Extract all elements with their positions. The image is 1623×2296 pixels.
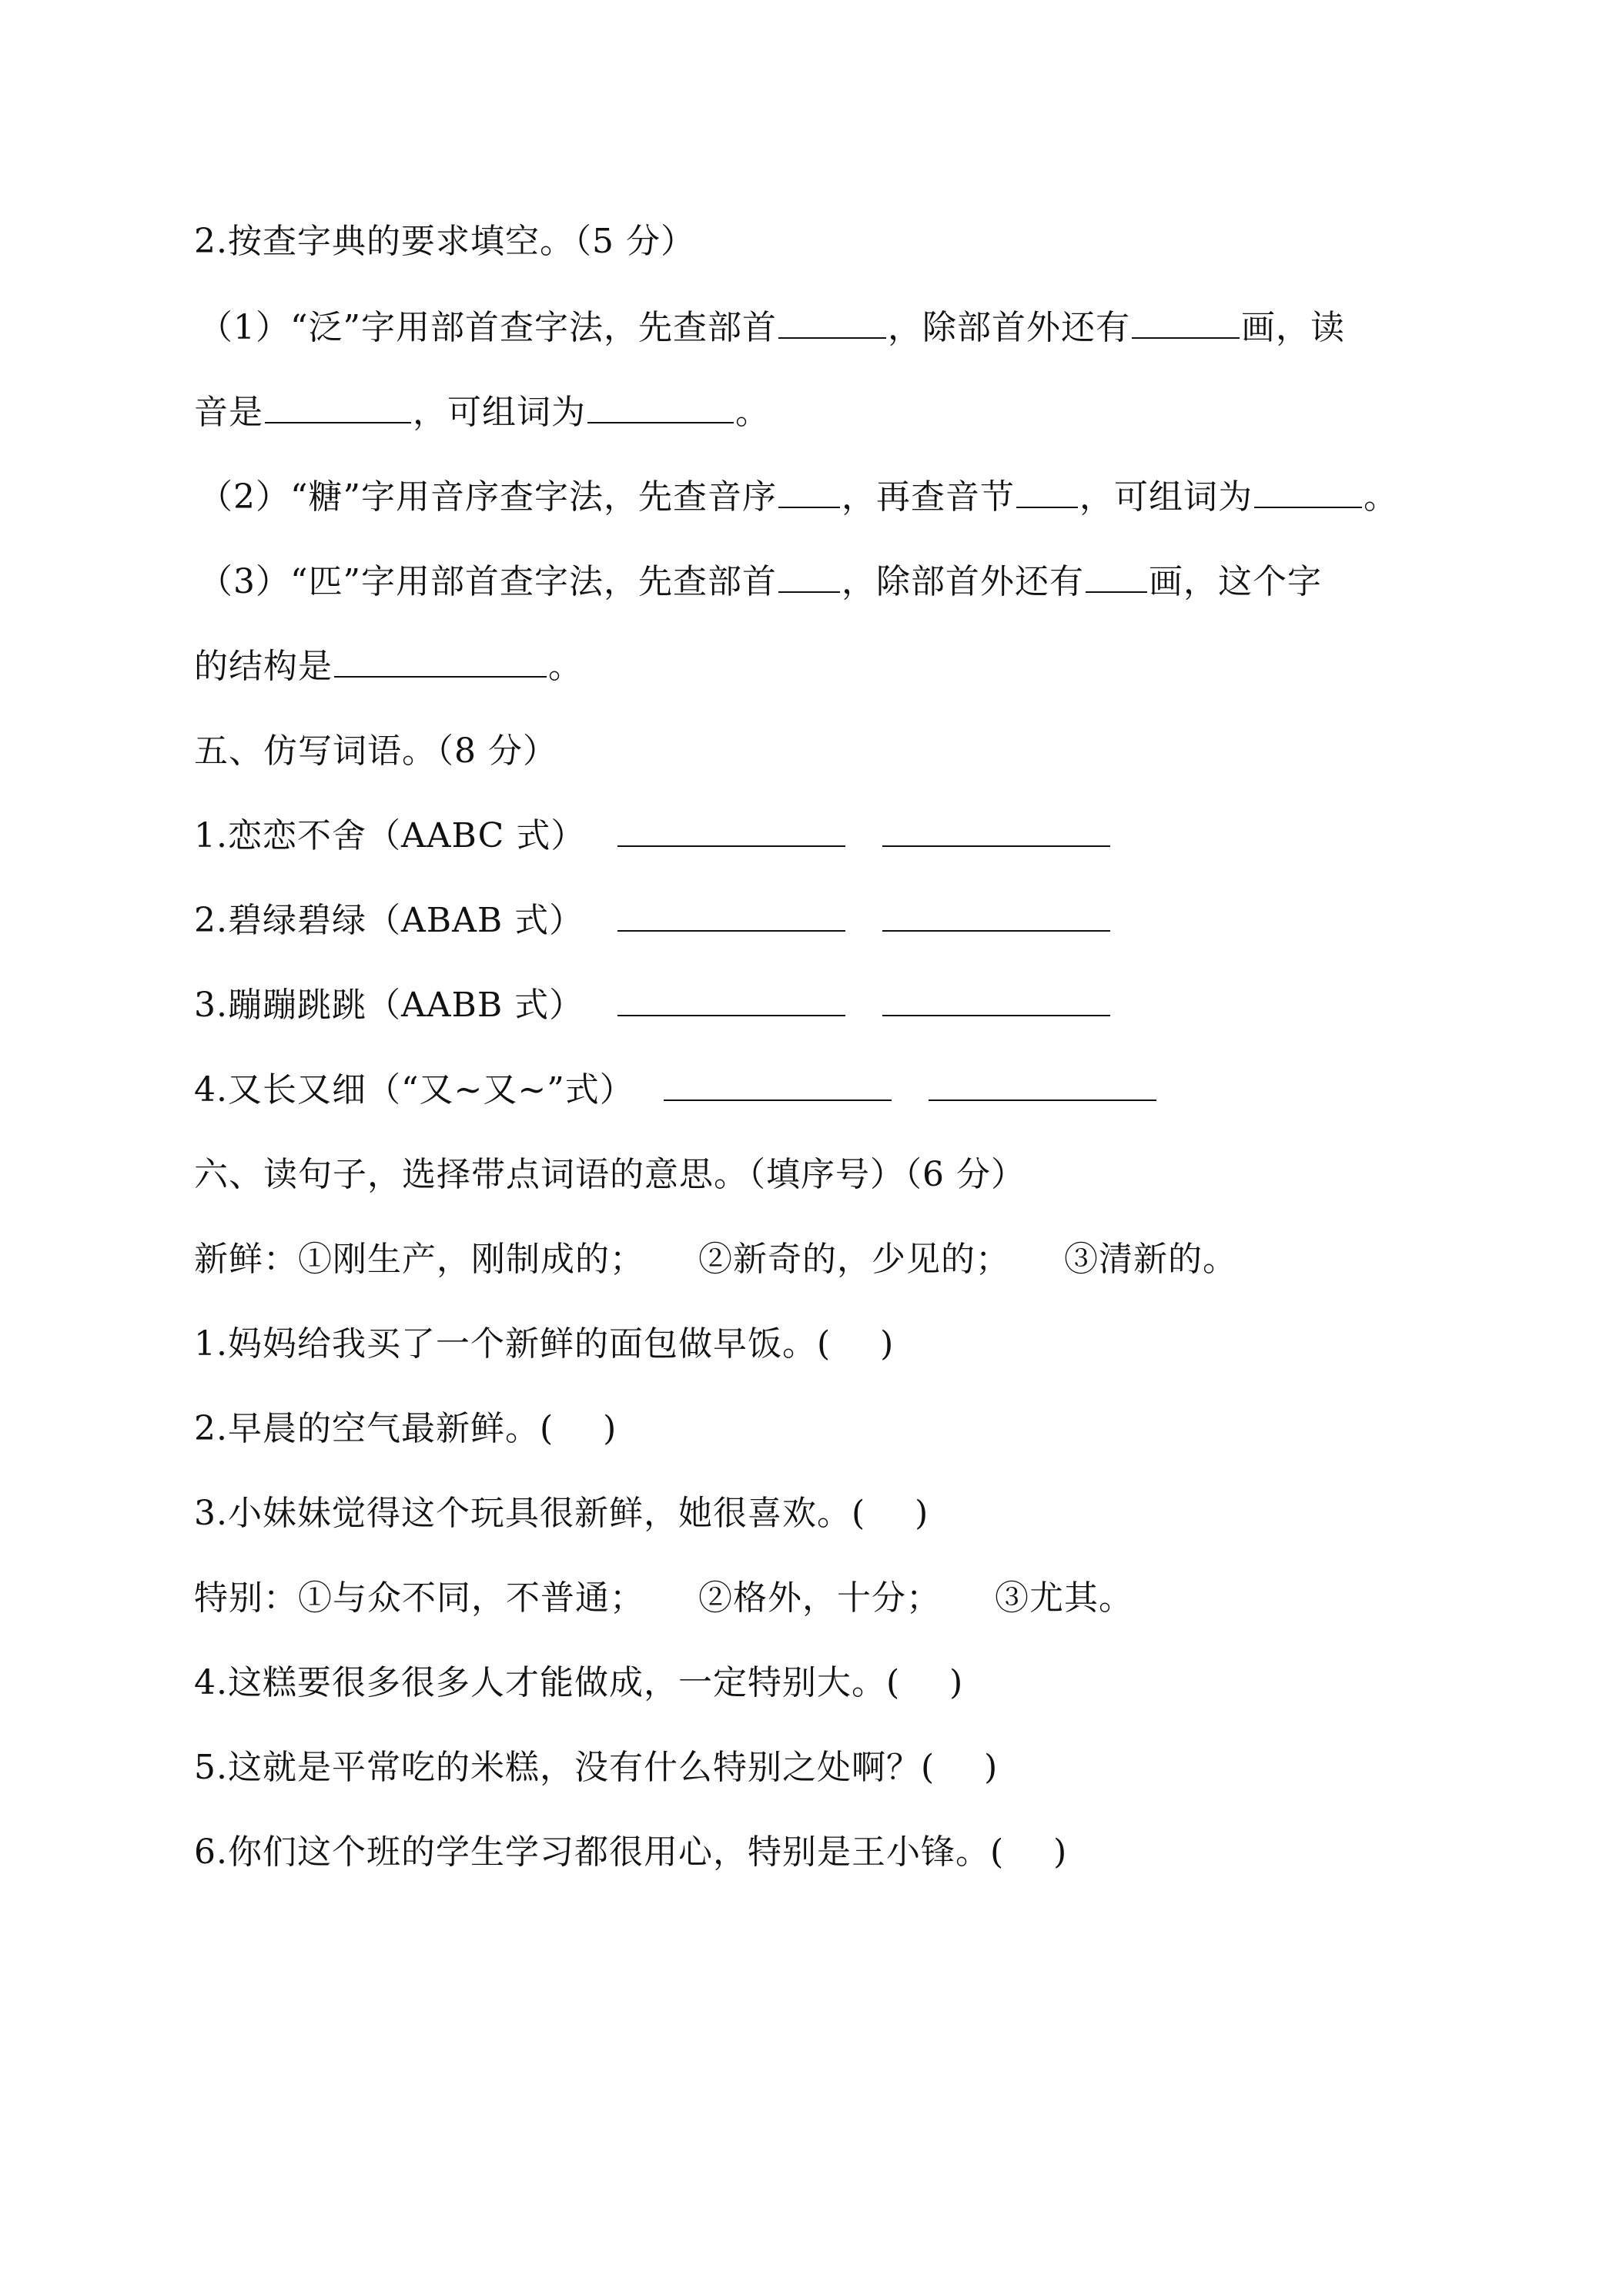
sentence-3 — [194, 1492, 929, 1535]
answer-line-3a[interactable] — [617, 984, 845, 1016]
sentence-6 — [194, 1831, 1067, 1874]
def2-option-1: ①与众不同，不普通； — [298, 1578, 644, 1618]
sentence-4-text: 4.这糕要很多很多人才能做成，一定特别大。( — [194, 1663, 901, 1702]
def2-option-3: ③尤其。 — [995, 1578, 1133, 1618]
q2-item1-text-f: 。 — [735, 393, 770, 432]
section5-item-3 — [194, 984, 1110, 1027]
close-paren: ) — [603, 1409, 617, 1448]
q2-item3-text-e: 。 — [548, 647, 583, 686]
section6-title: 六、读句子，选择带点词语的意思。（填序号）（6 分） — [194, 1155, 1026, 1194]
blank-radical-3[interactable] — [778, 561, 840, 593]
def2-word: 特别： — [194, 1578, 298, 1618]
sentence-3-text: 3.小妹妹觉得这个玩具很新鲜，她很喜欢。( — [194, 1494, 866, 1533]
answer-line-1a[interactable] — [617, 815, 845, 847]
section5-item-4-text: 4.又长又细（“又~又~”式） — [194, 1070, 634, 1110]
section5-item-1 — [194, 815, 1110, 858]
blank-word[interactable] — [587, 391, 734, 423]
blank-syllable[interactable] — [1016, 476, 1078, 508]
q2-item1-text-a: （1）“泛”字用部首查字法，先查部首 — [199, 308, 777, 347]
section5-item-3-text: 3.蹦蹦跳跳（AABB 式） — [194, 986, 584, 1025]
sentence-2-text: 2.早晨的空气最新鲜。( — [194, 1409, 554, 1448]
q2-item1-line1 — [199, 306, 1345, 350]
sentence-4 — [194, 1662, 963, 1705]
definition-tebie — [194, 1577, 1133, 1620]
blank-strokes-3[interactable] — [1086, 561, 1147, 593]
q2-item2-text-c: ，可组词为 — [1079, 477, 1253, 517]
blank-radical[interactable] — [778, 306, 886, 339]
answer-line-4a[interactable] — [664, 1069, 892, 1101]
def1-option-1: ①刚生产，刚制成的； — [298, 1240, 644, 1279]
answer-line-2a[interactable] — [617, 899, 845, 932]
q2-item3-text-b: ，除部首外还有 — [841, 562, 1084, 601]
close-paren: ) — [949, 1663, 964, 1702]
def1-option-2: ②新奇的，少见的； — [698, 1240, 1010, 1279]
q2-item3-line1 — [199, 561, 1322, 604]
def1-word: 新鲜： — [194, 1240, 298, 1279]
section5-item-2 — [194, 899, 1110, 942]
sentence-1-text: 1.妈妈给我买了一个新鲜的面包做早饭。( — [194, 1324, 832, 1364]
blank-strokes[interactable] — [1132, 306, 1240, 339]
sentence-2 — [194, 1407, 617, 1451]
q2-item1-text-e: ，可组词为 — [413, 393, 586, 432]
answer-line-3b[interactable] — [882, 984, 1110, 1016]
answer-line-4b[interactable] — [929, 1069, 1156, 1101]
answer-line-1b[interactable] — [882, 815, 1110, 847]
close-paren: ) — [880, 1324, 895, 1364]
q2-item1-text-d: 音是 — [194, 393, 263, 432]
q2-item1-text-c: 画，读 — [1240, 308, 1345, 347]
q2-item3-text-c: 画，这个字 — [1148, 562, 1322, 601]
blank-structure[interactable] — [334, 645, 547, 678]
answer-line-2b[interactable] — [882, 899, 1110, 932]
def1-option-3: ③清新的。 — [1064, 1240, 1237, 1279]
section5-item-4 — [194, 1069, 1156, 1112]
section5-title: 五、仿写词语。（8 分） — [194, 731, 557, 771]
q2-item3-text-d: 的结构是 — [194, 647, 333, 686]
close-paren: ) — [1053, 1832, 1068, 1872]
close-paren: ) — [915, 1494, 929, 1533]
q2-item1-text-b: ，除部首外还有 — [887, 308, 1130, 347]
blank-initial[interactable] — [778, 476, 840, 508]
q2-title: 2.按查字典的要求填空。（5 分） — [194, 222, 695, 261]
q2-item2-text-a: （2）“糖”字用音序查字法，先查音序 — [199, 477, 777, 517]
q2-item2-text-d: 。 — [1363, 477, 1398, 517]
q2-item3-text-a: （3）“匹”字用部首查字法，先查部首 — [199, 562, 777, 601]
section5-item-1-text: 1.恋恋不舍（AABC 式） — [194, 816, 586, 855]
q2-item3-line2 — [194, 645, 583, 688]
sentence-5 — [194, 1746, 998, 1789]
blank-word-2[interactable] — [1254, 476, 1362, 508]
q2-item2-text-b: ，再查音节 — [841, 477, 1015, 517]
definition-xinxian — [194, 1238, 1237, 1281]
q2-item1-line2 — [194, 391, 770, 434]
sentence-6-text: 6.你们这个班的学生学习都很用心，特别是王小锋。( — [194, 1832, 1005, 1872]
q2-item2 — [199, 476, 1398, 519]
section5-item-2-text: 2.碧绿碧绿（ABAB 式） — [194, 901, 584, 940]
def2-option-2: ②格外，十分； — [698, 1578, 941, 1618]
sentence-5-text: 5.这就是平常吃的米糕，没有什么特别之处啊？( — [194, 1748, 935, 1787]
sentence-1 — [194, 1323, 894, 1366]
close-paren: ) — [984, 1748, 999, 1787]
blank-pronunciation[interactable] — [265, 391, 411, 423]
